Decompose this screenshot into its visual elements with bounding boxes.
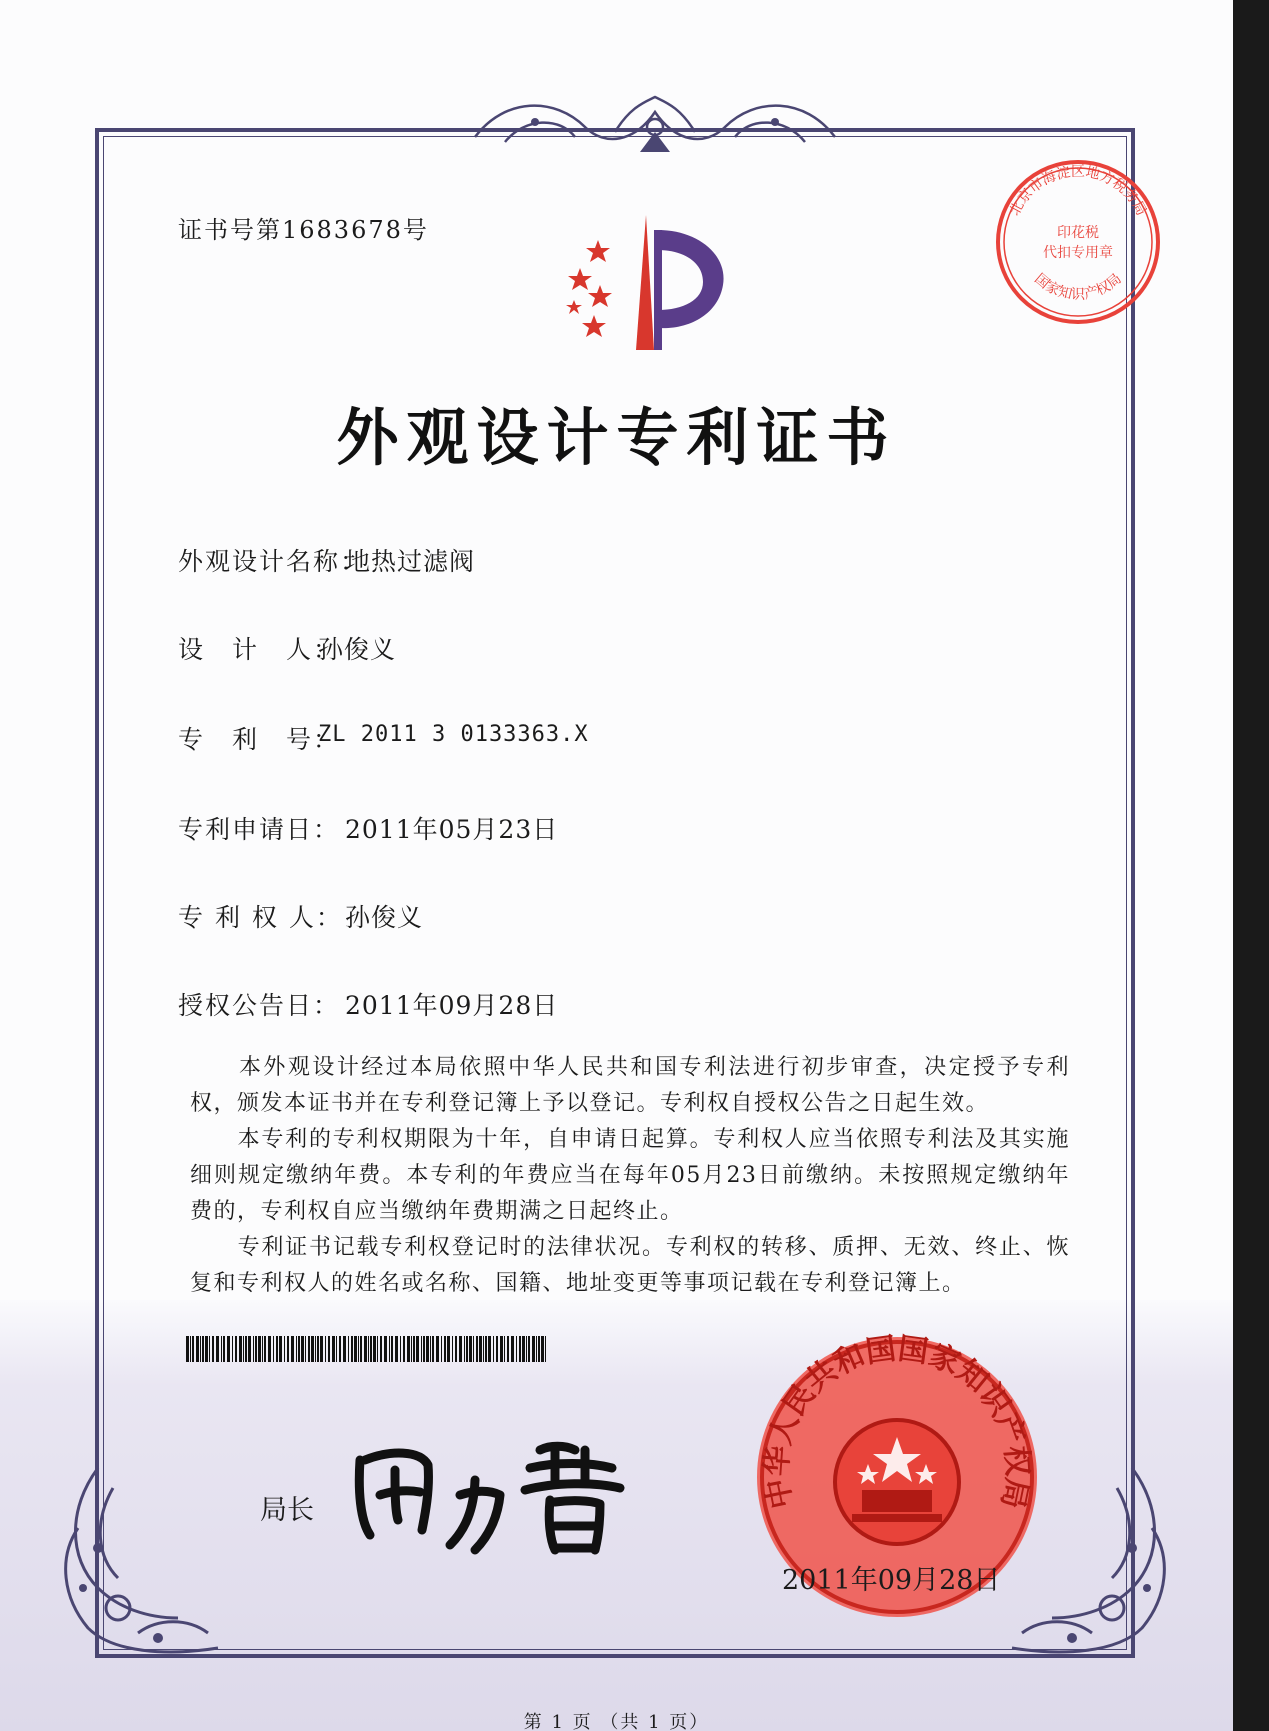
tax-stamp-center-2: 代扣专用章 (1043, 245, 1113, 261)
barcode-bar (516, 1336, 517, 1362)
barcode-bar (526, 1336, 527, 1362)
barcode-bar (452, 1336, 453, 1362)
barcode-bar (479, 1336, 482, 1362)
barcode-bar (432, 1336, 434, 1362)
barcode-bar (469, 1336, 472, 1362)
field-label-design-name: 外观设计名称： (178, 547, 368, 576)
director-label: 局长 (260, 1495, 314, 1526)
barcode-bar (305, 1336, 306, 1362)
barcode-bar (332, 1336, 335, 1362)
barcode-bar (276, 1336, 278, 1362)
field-value-design-name: 地热过滤阀 (345, 547, 476, 576)
barcode-bar (488, 1336, 491, 1362)
barcode-bar (370, 1336, 372, 1362)
barcode-bar (411, 1336, 412, 1362)
page-footer: 第 1 页 （共 1 页） (523, 1712, 710, 1731)
field-label-grant-date: 授权公告日： (178, 991, 341, 1020)
barcode-bar (504, 1336, 505, 1362)
barcode-bar (436, 1336, 439, 1362)
barcode-bar (358, 1336, 359, 1362)
barcode-bar (384, 1336, 387, 1362)
barcode-bar (483, 1336, 484, 1362)
barcode-bar (464, 1336, 465, 1362)
barcode-bar (308, 1336, 310, 1362)
barcode-bar (328, 1336, 330, 1362)
barcode-bar (216, 1336, 219, 1362)
barcode-bar (315, 1336, 316, 1362)
barcode-bar (202, 1336, 204, 1362)
barcode-bar (268, 1336, 271, 1362)
barcode-bar (403, 1336, 405, 1362)
barcode-bar (343, 1336, 346, 1362)
barcode-bar (476, 1336, 478, 1362)
barcode-bar (223, 1336, 225, 1362)
seal-date: 2011年09月28日 (782, 1565, 1001, 1596)
paragraph-legal-status: 专利证书记载专利权登记时的法律状况。专利权的转移、质押、无效、终止、恢复和专利权人的姓名或名称、国籍、地址变更等事项记载在专利登记簿上。 (190, 1235, 1070, 1296)
sipo-logo-icon (558, 210, 738, 350)
barcode-bar (368, 1336, 369, 1362)
svg-text:北京市海淀区地方税务局 (1007, 163, 1149, 218)
barcode-bar (407, 1336, 410, 1362)
barcode-bar (291, 1336, 294, 1362)
barcode-bar (212, 1336, 214, 1362)
barcode-bar (511, 1336, 514, 1362)
barcode-bar (395, 1336, 398, 1362)
barcode-bar (532, 1336, 535, 1362)
barcode-bar (423, 1336, 425, 1362)
barcode-bar (301, 1336, 304, 1362)
barcode-bar (243, 1336, 244, 1362)
field-value-application-date: 2011年05月23日 (345, 815, 559, 844)
field-value-designer: 孙俊义 (318, 635, 397, 664)
barcode-bar (421, 1336, 422, 1362)
barcode-bar (339, 1336, 341, 1362)
barcode-bar (273, 1336, 274, 1362)
barcode-bar (262, 1336, 263, 1362)
barcode-bar (413, 1336, 415, 1362)
barcode-bar (248, 1336, 251, 1362)
barcode-bar (317, 1336, 319, 1362)
scan-edge (1233, 0, 1269, 1731)
barcode-bar (360, 1336, 362, 1362)
barcode-bar (485, 1336, 487, 1362)
barcode-bar (196, 1336, 199, 1362)
barcode-bar (192, 1336, 194, 1362)
barcode-bar (354, 1336, 357, 1362)
barcode-bar (400, 1336, 401, 1362)
barcode-bar (209, 1336, 210, 1362)
tax-stamp-icon (993, 157, 1163, 327)
barcode-bar (239, 1336, 242, 1362)
barcode-bar (186, 1336, 189, 1362)
barcode-bar (377, 1336, 378, 1362)
field-label-application-date: 专利申请日： (178, 815, 341, 844)
barcode-bar (538, 1336, 540, 1362)
barcode-bar (447, 1336, 450, 1362)
barcode-bar (320, 1336, 323, 1362)
barcode-bar (235, 1336, 237, 1362)
barcode-bar (264, 1336, 266, 1362)
barcode-bar (466, 1336, 468, 1362)
barcode-bar (221, 1336, 222, 1362)
barcode-bar (541, 1336, 544, 1362)
tax-stamp-center-1: 印花税 (1057, 225, 1099, 241)
barcode-bar (373, 1336, 376, 1362)
field-label-patentee: 专 利 权 人： (178, 903, 343, 932)
barcode-bar (455, 1336, 457, 1362)
barcode-bar (255, 1336, 257, 1362)
barcode-bar (389, 1336, 390, 1362)
barcode-bar (325, 1336, 326, 1362)
barcode-bar (364, 1336, 367, 1362)
barcode-icon (186, 1336, 548, 1362)
field-label-designer: 设 计 人： (178, 635, 341, 664)
barcode-bar (253, 1336, 254, 1362)
ornament-icon (465, 92, 845, 162)
barcode-bar (519, 1336, 521, 1362)
barcode-bar (351, 1336, 353, 1362)
corner-ornament-icon (58, 1468, 258, 1658)
barcode-bar (426, 1336, 429, 1362)
barcode-bar (500, 1336, 503, 1362)
barcode-bar (441, 1336, 442, 1362)
barcode-bar (311, 1336, 314, 1362)
seal-text: 中华人民共和国国家知识产权局 (759, 1332, 1035, 1512)
barcode-bar (284, 1336, 285, 1362)
field-label-patent-number: 专 利 号： (178, 725, 341, 754)
page-title: 外观设计专利证书 (336, 401, 897, 474)
paragraph-grant: 本外观设计经过本局依照中华人民共和国专利法进行初步审查，决定授予专利权，颁发本证书并在专利登记簿上予以登记。专利权自授权公告之日起生效。 (190, 1055, 1070, 1116)
barcode-bar (380, 1336, 382, 1362)
barcode-bar (205, 1336, 208, 1362)
svg-text:国家知识产权局 (1031, 271, 1124, 303)
barcode-bar (232, 1336, 233, 1362)
barcode-bar (545, 1336, 546, 1362)
barcode-bar (416, 1336, 419, 1362)
barcode-bar (298, 1336, 300, 1362)
barcode-bar (430, 1336, 431, 1362)
tax-stamp-ring-text: 北京市海淀区地方税务局 (1006, 164, 1150, 219)
barcode-bar (200, 1336, 201, 1362)
barcode-bar (336, 1336, 337, 1362)
barcode-bar (459, 1336, 462, 1362)
barcode-bar (190, 1336, 191, 1362)
barcode-bar (245, 1336, 247, 1362)
barcode-bar (258, 1336, 261, 1362)
barcode-bar (279, 1336, 282, 1362)
tax-stamp-bottom-text: 国家知识产权局 (1031, 270, 1125, 303)
field-value-patent-number: ZL 2011 3 0133363.X (318, 722, 589, 747)
barcode-bar (227, 1336, 230, 1362)
barcode-bar (444, 1336, 446, 1362)
barcode-bar (493, 1336, 494, 1362)
barcode-bar (536, 1336, 537, 1362)
certificate-number: 证书号第1683678号 (178, 216, 429, 244)
barcode-bar (391, 1336, 393, 1362)
barcode-bar (348, 1336, 349, 1362)
corner-ornament-icon (972, 1468, 1172, 1658)
barcode-bar (296, 1336, 297, 1362)
barcode-bar (473, 1336, 474, 1362)
barcode-bar (528, 1336, 530, 1362)
barcode-bar (496, 1336, 498, 1362)
field-value-grant-date: 2011年09月28日 (345, 991, 559, 1020)
barcode-bar (507, 1336, 509, 1362)
barcode-bar (522, 1336, 525, 1362)
field-value-patentee: 孙俊义 (345, 903, 424, 932)
paragraph-term: 本专利的专利权期限为十年，自申请日起算。专利权人应当依照专利法及其实施细则规定缴纳年费。本专利的年费应当在每年05月23日前缴纳。未按照规定缴纳年费的，专利权自应当缴纳年费期满之日起终止。 (190, 1127, 1070, 1224)
director-signature (350, 1420, 640, 1560)
barcode-bar (287, 1336, 289, 1362)
